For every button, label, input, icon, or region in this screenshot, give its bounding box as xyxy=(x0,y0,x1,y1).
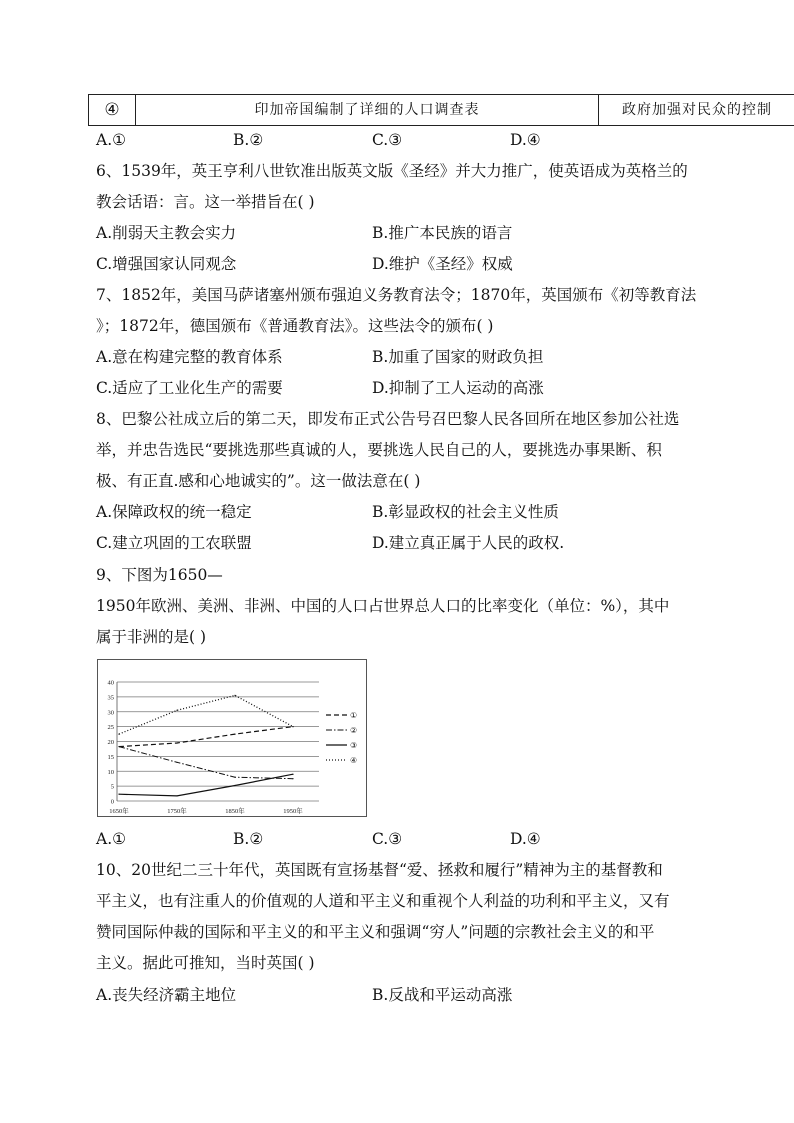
data-point xyxy=(118,794,119,795)
data-point xyxy=(118,733,119,734)
data-point xyxy=(292,726,293,727)
data-point xyxy=(234,785,235,786)
q9-stem-line3: 属于非洲的是( ) xyxy=(96,628,207,646)
q7-option-d: D.抑制了工人运动的高涨 xyxy=(372,379,544,397)
data-point xyxy=(176,795,177,796)
q5-option-b: B.② xyxy=(233,131,264,149)
q7-option-b: B.加重了国家的财政负担 xyxy=(372,348,544,366)
data-point xyxy=(176,710,177,711)
q8-option-a: A.保障政权的统一稳定 xyxy=(96,503,252,521)
q9-option-b: B.② xyxy=(233,830,264,848)
q8-option-b: B.彰显政权的社会主义性质 xyxy=(372,503,559,521)
q5-option-a: A.① xyxy=(96,131,127,149)
data-point xyxy=(118,746,119,747)
legend-label-3: ③ xyxy=(350,741,358,750)
q6-stem-line1: 6、1539年，英王亨利八世钦准出版英文版《圣经》并大力推广，使英语成为英格兰的 xyxy=(96,162,688,180)
table-cell-event: 印加帝国编制了详细的人口调查表 xyxy=(136,95,599,125)
y-tick-label: 0 xyxy=(110,798,114,806)
q6-option-a: A.削弱天主教会实力 xyxy=(96,224,237,242)
q5-option-d: D.④ xyxy=(510,131,541,149)
x-tick-label: 1650年 xyxy=(109,808,129,815)
q6-option-c: C.增强国家认同观念 xyxy=(96,255,237,273)
q10-option-b: B.反战和平运动高涨 xyxy=(372,986,513,1004)
y-tick-label: 20 xyxy=(107,739,114,746)
q9-stem-line2: 1950年欧洲、美洲、非洲、中国的人口占世界总人口的比率变化（单位：%），其中 xyxy=(96,597,670,615)
q9-stem-line1: 9、下图为1650— xyxy=(96,566,223,584)
y-tick-label: 15 xyxy=(107,753,114,761)
chart-frame xyxy=(98,660,367,817)
data-point xyxy=(292,778,293,779)
legend-label-4: ④ xyxy=(350,756,358,765)
q9-option-d: D.④ xyxy=(510,830,541,848)
y-tick-label: 10 xyxy=(107,768,114,776)
x-tick-label: 1950年 xyxy=(283,808,303,815)
table-row xyxy=(88,94,794,126)
table-cell-number: ④ xyxy=(89,95,136,125)
q7-option-a: A.意在构建完整的教育体系 xyxy=(96,348,283,366)
q10-stem-line2: 平主义，也有注重人的价值观的人道和平主义和重视个人利益的功利和平主义，又有 xyxy=(96,892,670,910)
y-tick-label: 5 xyxy=(110,783,114,791)
data-point xyxy=(234,733,235,734)
q8-stem-line1: 8、巴黎公社成立后的第二天，即发布正式公告号召巴黎人民各回所在地区参加公社选 xyxy=(96,410,680,428)
data-point xyxy=(176,742,177,743)
q7-stem-line2: 》；1872年，德国颁布《普通教育法》。这些法令的颁布( ) xyxy=(96,317,494,335)
q9-option-c: C.③ xyxy=(372,830,403,848)
data-point xyxy=(176,762,177,763)
legend-label-2: ② xyxy=(350,726,358,735)
table-cell-purpose: 政府加强对民众的控制 xyxy=(622,102,772,118)
q10-stem-line3: 赞同国际仲裁的国际和平主义的和平主义和强调“穷人”问题的宗教社会主义的和平 xyxy=(96,923,655,941)
q10-stem-line4: 主义。据此可推知，当时英国( ) xyxy=(96,954,315,972)
q8-option-d: D.建立真正属于人民的政权. xyxy=(372,534,565,552)
data-point xyxy=(234,777,235,778)
q6-option-d: D.维护《圣经》权威 xyxy=(372,255,513,273)
data-point xyxy=(234,695,235,696)
population-line-chart xyxy=(97,659,367,817)
x-tick-label: 1850年 xyxy=(225,808,245,815)
q6-option-b: B.推广本民族的语言 xyxy=(372,224,513,242)
q8-stem-line2: 举，并忠告选民“要挑选那些真诚的人，要挑选人民自己的人，要挑选办事果断、积 xyxy=(96,441,662,459)
y-tick-label: 35 xyxy=(107,694,114,702)
q10-option-a: A.丧失经济霸主地位 xyxy=(96,986,237,1004)
y-tick-label: 25 xyxy=(107,724,114,732)
q9-option-a: A.① xyxy=(96,830,127,848)
q7-option-c: C.适应了工业化生产的需要 xyxy=(96,379,283,397)
q7-stem-line1: 7、1852年，美国马萨诸塞州颁布强迫义务教育法令；1870年，英国颁布《初等教育法 xyxy=(96,286,697,304)
q5-option-c: C.③ xyxy=(372,131,403,149)
q6-stem-line2: 教会话语：言。这一举措旨在( ) xyxy=(96,193,315,211)
legend-label-1: ① xyxy=(350,711,358,720)
q8-stem-line3: 极、有正直.感和心地诚实的”。这一做法意在( ) xyxy=(96,472,421,490)
q8-option-c: C.建立巩固的工农联盟 xyxy=(96,534,252,552)
x-tick-label: 1750年 xyxy=(167,808,187,815)
data-point xyxy=(292,774,293,775)
q10-stem-line1: 10、20世纪二三十年代，英国既有宣扬基督“爱、拯救和履行”精神为主的基督教和 xyxy=(96,861,663,879)
y-tick-label: 40 xyxy=(107,679,114,687)
y-tick-label: 30 xyxy=(107,709,114,717)
